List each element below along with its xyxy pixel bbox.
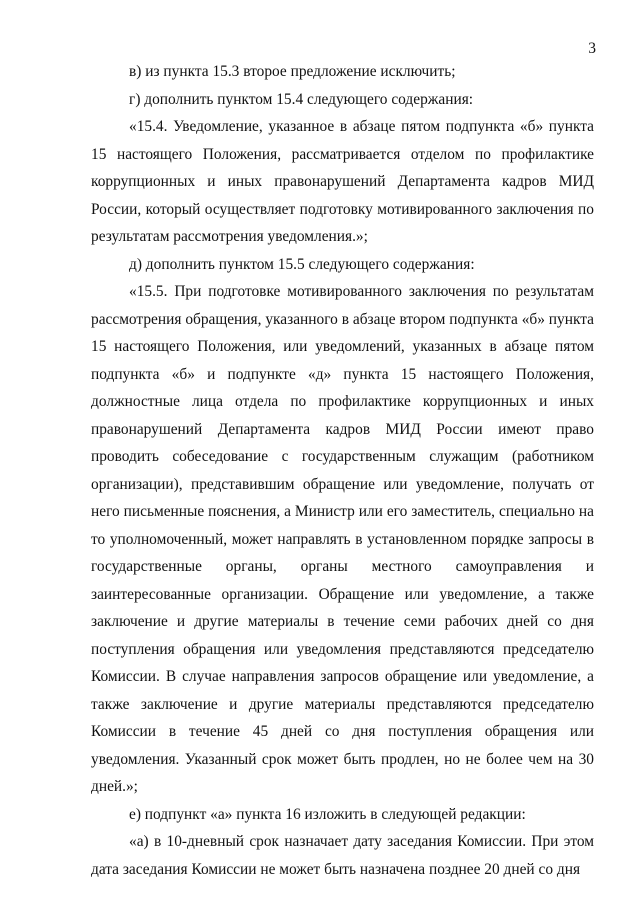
paragraph-item-d: д) дополнить пунктом 15.5 следующего содержания:	[129, 255, 475, 273]
paragraph-item-g: г) дополнить пунктом 15.4 следующего содержания:	[129, 90, 474, 108]
paragraph-item-v: в) из пункта 15.3 второе предложение исключить;	[129, 63, 456, 80]
quoted-clause-16-a: «а) в 10-дневный срок назначает дату заседания Комиссии. При этом дата заседания Комиссии не может быть назначена позднее 20 дней со дня	[91, 833, 594, 878]
quoted-clause-15-4: «15.4. Уведомление, указанное в абзаце пятом подпункта «б» пункта 15 настоящего Положения, рассматривается отделом по профилактике коррупционных и иных правонарушений Департамента кадров МИД России, который осуществляет подготовку мотивированного заключения по результатам рассмотрения уведомления.»;	[91, 118, 594, 245]
document-body	[91, 58, 594, 883]
page-number: 3	[588, 40, 596, 57]
quoted-clause-15-5: «15.5. При подготовке мотивированного заключения по результатам рассмотрения обращения, указанного в абзаце втором подпункта «б» пункта 15 настоящего Положения, или уведомлений, указанных в абзаце пятом подпункта «б» и подпункте «д» пункта 15 настоящего Положения, должностные лица отдела по профилактике коррупционных и иных правонарушений Департамента кадров МИД России имеют право проводить собеседование с государственным служащим (работником организации), представившим обращение или уведомление, получать от него письменные пояснения, а Министр или его заместитель, специально на то уполномоченный, может направлять в установленном порядке запросы в государственные органы, органы местного самоуправления и заинтересованные организации. Обращение или уведомление, а также заключение и другие материалы в течение семи рабочих дней со дня поступления обращения или уведомления представляются председателю Комиссии. В случае направления запросов обращение или уведомление, а также заключение и другие материалы представляются председателю Комиссии в течение 45 дней со дня поступления обращения или уведомления. Указанный срок может быть продлен, но не более чем на 30 дней.»;	[91, 283, 594, 795]
paragraph-item-e: е) подпункт «а» пункта 16 изложить в следующей редакции:	[129, 805, 526, 823]
